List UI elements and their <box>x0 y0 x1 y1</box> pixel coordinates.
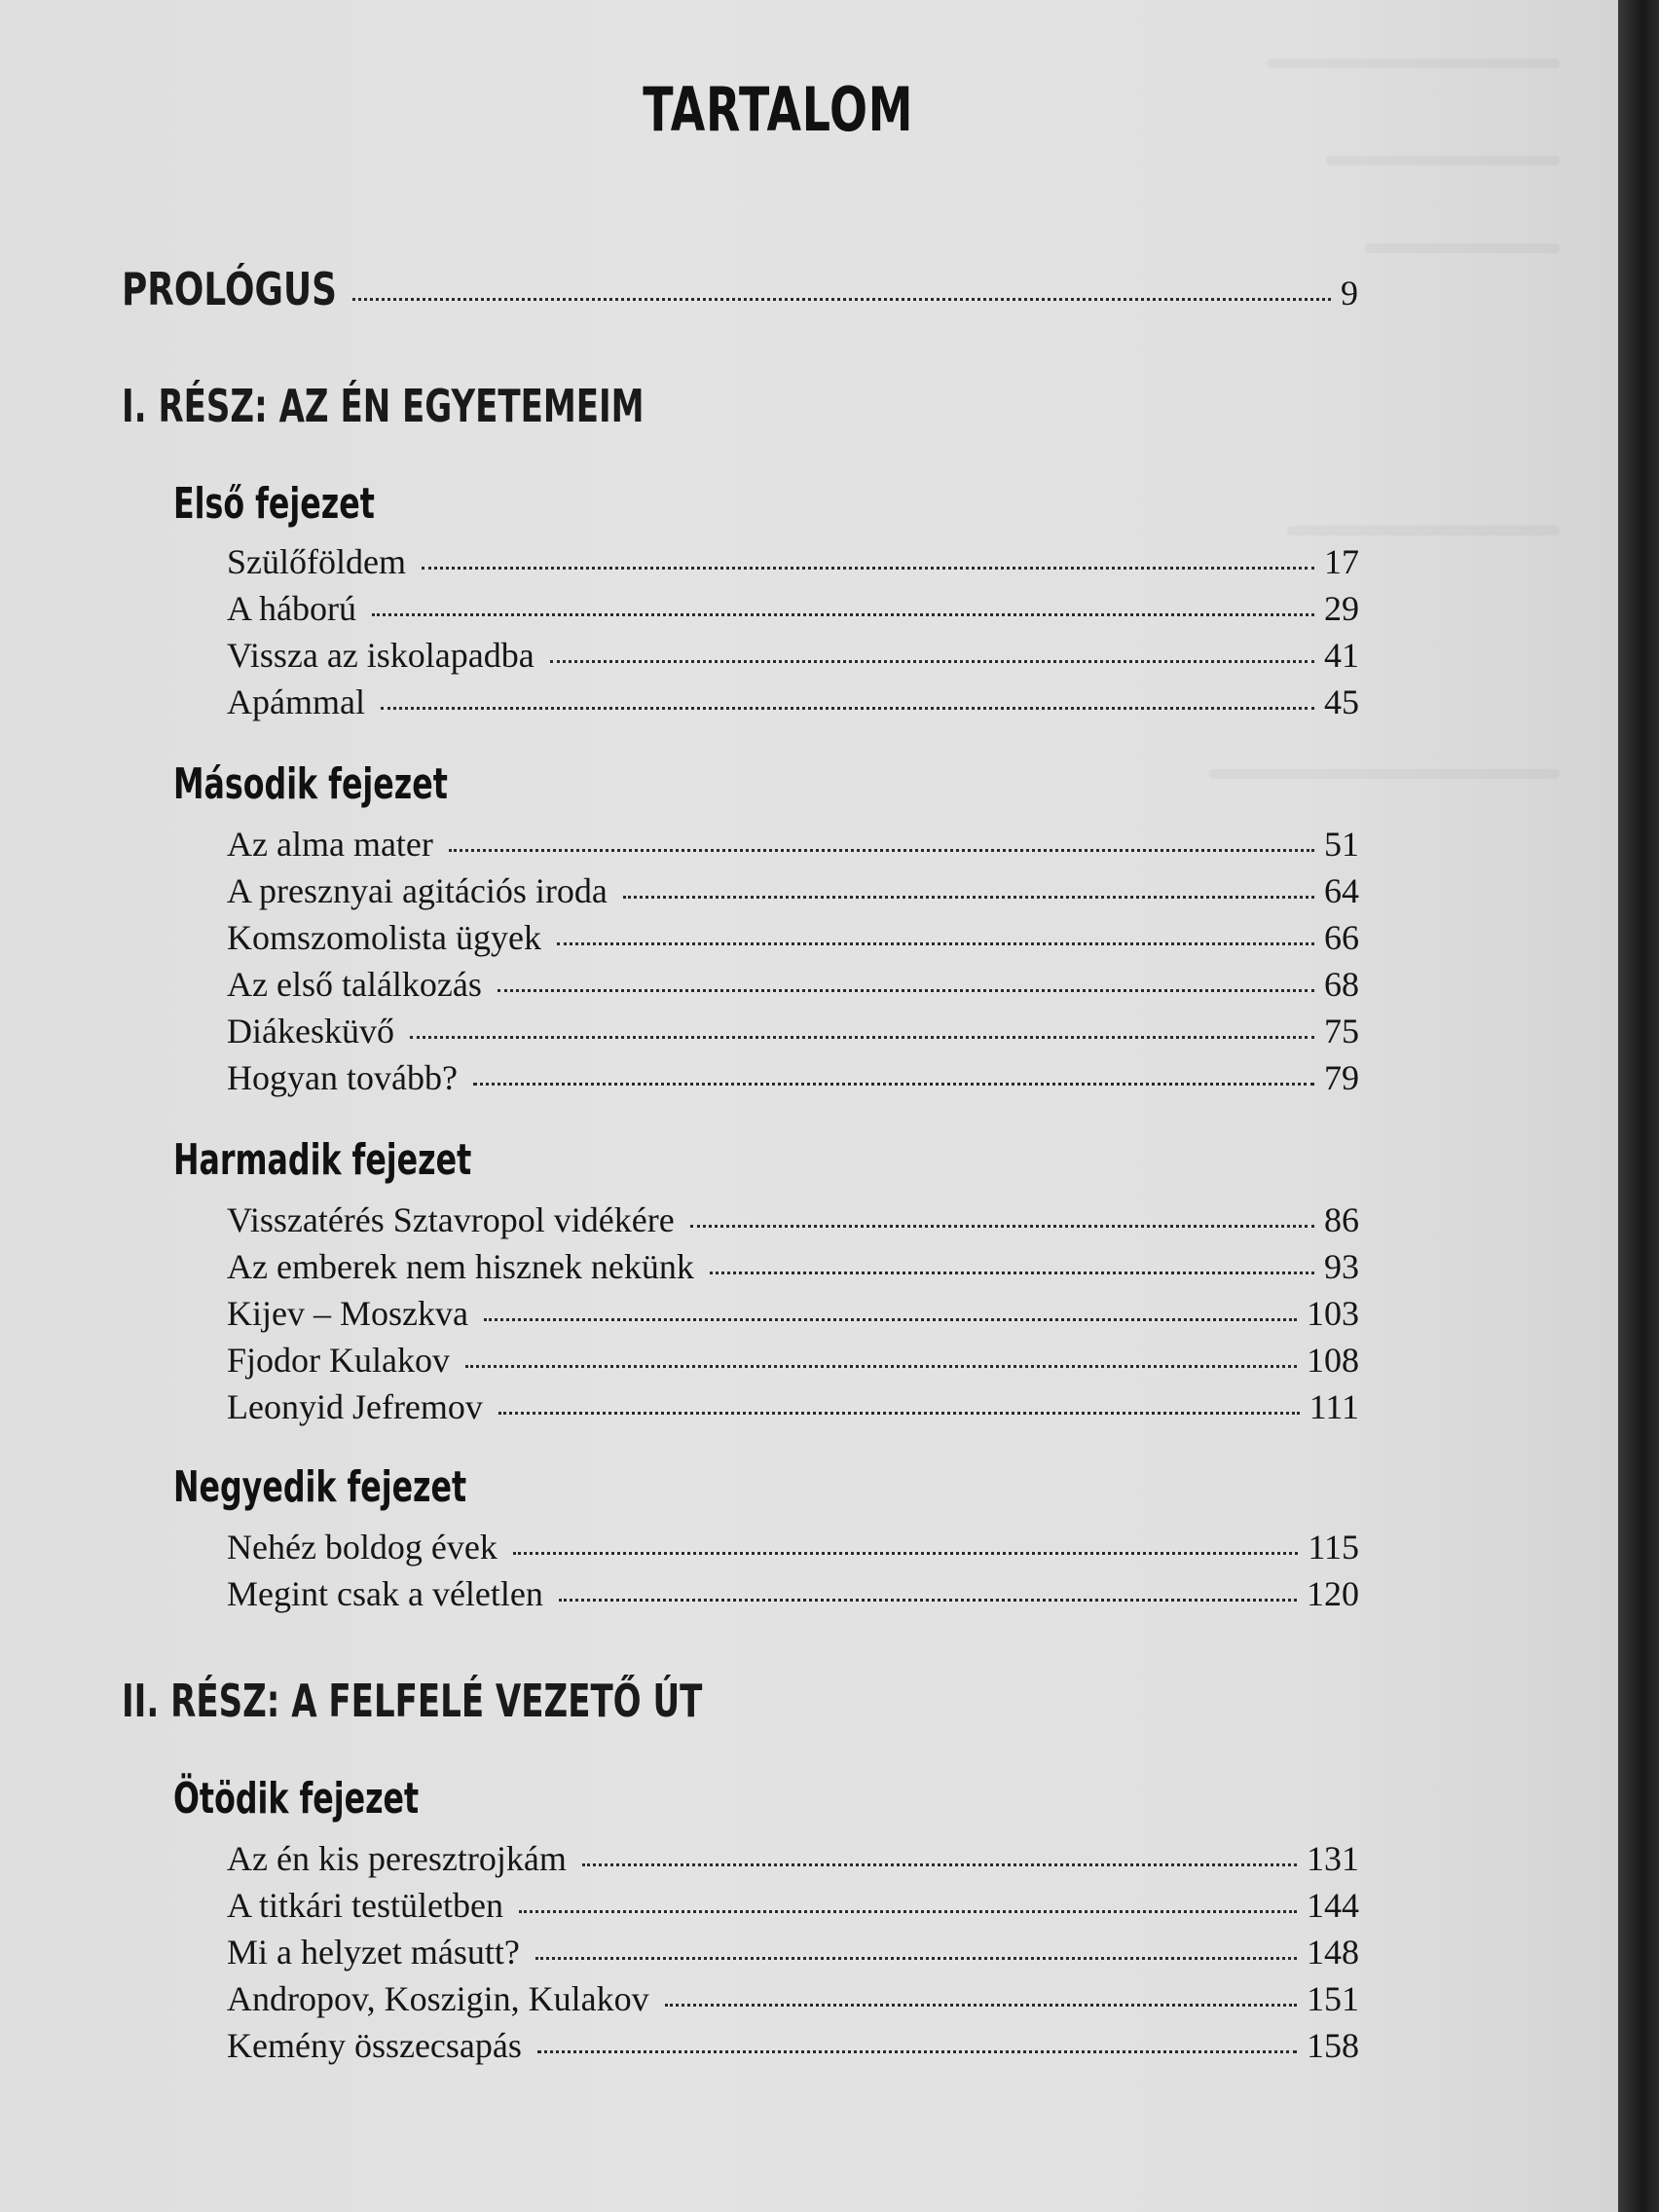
toc-entry <box>227 1057 1359 1104</box>
toc-entry <box>227 541 1359 588</box>
toc-entry-label: Az alma mater <box>227 825 433 864</box>
toc-entry <box>227 1838 1359 1885</box>
toc-entry-page: 158 <box>1307 2026 1359 2065</box>
toc-entry <box>227 1246 1359 1293</box>
toc-entry-page: 131 <box>1307 1839 1359 1878</box>
toc-entry-label: PROLÓGUS <box>122 263 337 315</box>
dot-leader <box>559 1599 1297 1602</box>
toc-entry-label: Szülőföldem <box>227 542 406 581</box>
toc-entry-page: 66 <box>1324 918 1359 957</box>
toc-entry-label: Komszomolista ügyek <box>227 918 541 957</box>
toc-entry <box>227 1978 1359 2025</box>
toc-entry-label: Az én kis peresztrojkám <box>227 1839 567 1878</box>
toc-entry-page: 120 <box>1307 1574 1359 1613</box>
toc-entry <box>227 917 1359 964</box>
dot-leader <box>422 567 1314 570</box>
dot-leader <box>484 1318 1297 1321</box>
dot-leader <box>513 1552 1298 1555</box>
page-title: TARTALOM <box>643 74 914 145</box>
dot-leader <box>690 1225 1314 1228</box>
dot-leader <box>550 660 1314 663</box>
part-title: I. RÉSZ: AZ ÉN EGYETEMEIM <box>122 380 645 432</box>
toc-entry-label: Hogyan tovább? <box>227 1058 458 1097</box>
toc-entry-page: 75 <box>1324 1012 1359 1051</box>
dot-leader <box>352 298 1331 301</box>
toc-entry-label: Megint csak a véletlen <box>227 1574 543 1613</box>
toc-entry <box>227 1293 1359 1340</box>
toc-entry-label: Nehéz boldog évek <box>227 1528 498 1567</box>
dot-leader <box>465 1365 1297 1368</box>
toc-entry-prologue <box>122 263 1358 315</box>
dot-leader <box>410 1036 1314 1039</box>
toc-entry-page: 144 <box>1307 1886 1359 1925</box>
toc-entry-label: Kijev – Moszkva <box>227 1294 468 1333</box>
toc-entry-label: Mi a helyzet másutt? <box>227 1933 520 1972</box>
toc-entry-page: 103 <box>1307 1294 1359 1333</box>
toc-entry <box>227 1932 1359 1978</box>
toc-entry-page: 79 <box>1324 1058 1359 1097</box>
toc-entry-page: 17 <box>1324 542 1359 581</box>
dot-leader <box>623 896 1314 899</box>
dot-leader <box>537 2050 1297 2053</box>
toc-entry <box>227 1573 1359 1620</box>
toc-entry <box>227 964 1359 1011</box>
dot-leader <box>498 1412 1300 1415</box>
toc-entry-page: 86 <box>1324 1200 1359 1239</box>
toc-entry-label: Leonyid Jefremov <box>227 1387 483 1426</box>
toc-entry <box>227 1199 1359 1246</box>
toc-entry-page: 151 <box>1307 1979 1359 2018</box>
toc-entry-page: 148 <box>1307 1933 1359 1972</box>
toc-entry-page: 64 <box>1324 871 1359 910</box>
toc-entry-label: Diákesküvő <box>227 1012 394 1051</box>
toc-entry <box>227 1885 1359 1932</box>
toc-entry-page: 108 <box>1307 1341 1359 1380</box>
dot-leader <box>498 989 1314 992</box>
dot-leader <box>372 613 1314 616</box>
chapter-title: Negyedik fejezet <box>173 1462 467 1512</box>
toc-entry <box>227 1527 1359 1573</box>
dot-leader <box>519 1910 1297 1913</box>
toc-entry-page: 51 <box>1324 825 1359 864</box>
bleed-through-text <box>1365 243 1560 253</box>
toc-entry-label: Kemény összecsapás <box>227 2026 522 2065</box>
toc-entry-page: 93 <box>1324 1247 1359 1286</box>
dot-leader <box>710 1272 1314 1274</box>
toc-entry-label: Apámmal <box>227 682 365 721</box>
dot-leader <box>449 849 1314 852</box>
toc-entry-page: 111 <box>1309 1387 1359 1426</box>
bleed-through-text <box>1287 526 1560 535</box>
chapter-title: Első fejezet <box>173 479 375 529</box>
part-title: II. RÉSZ: A FELFELÉ VEZETŐ ÚT <box>122 1675 703 1727</box>
toc-entry-page: 29 <box>1324 589 1359 628</box>
toc-entry-page: 45 <box>1324 682 1359 721</box>
toc-entry-page: 41 <box>1324 636 1359 675</box>
chapter-title: Harmadik fejezet <box>173 1135 472 1185</box>
toc-entry <box>227 870 1359 917</box>
bleed-through-text <box>1268 58 1560 68</box>
dot-leader <box>535 1957 1297 1960</box>
toc-entry-label: A háború <box>227 589 356 628</box>
chapter-title: Második fejezet <box>173 759 448 809</box>
toc-entry-page: 115 <box>1308 1528 1359 1567</box>
toc-entry-page: 68 <box>1324 965 1359 1004</box>
toc-entry-page: 9 <box>1341 274 1358 313</box>
toc-entry-label: Visszatérés Sztavropol vidékére <box>227 1200 675 1239</box>
chapter-title: Ötödik fejezet <box>173 1774 420 1824</box>
toc-entry-label: Vissza az iskolapadba <box>227 636 535 675</box>
toc-entry <box>227 1386 1359 1433</box>
toc-entry <box>227 635 1359 682</box>
toc-entry-label: Az emberek nem hisznek nekünk <box>227 1247 694 1286</box>
toc-entry <box>227 1340 1359 1386</box>
toc-entry <box>227 682 1359 728</box>
dot-leader <box>381 707 1314 710</box>
toc-entry-label: Andropov, Koszigin, Kulakov <box>227 1979 649 2018</box>
toc-entry <box>227 824 1359 870</box>
toc-entry <box>227 2025 1359 2072</box>
page-edge-shadow <box>1618 0 1659 2212</box>
bleed-through-text <box>1209 769 1560 779</box>
toc-entry-label: A presznyai agitációs iroda <box>227 871 608 910</box>
toc-entry-label: Az első találkozás <box>227 965 482 1004</box>
dot-leader <box>665 2004 1297 2007</box>
toc-entry <box>227 588 1359 635</box>
dot-leader <box>582 1863 1297 1866</box>
toc-entry <box>227 1011 1359 1057</box>
toc-entry-label: Fjodor Kulakov <box>227 1341 450 1380</box>
bleed-through-text <box>1326 156 1560 166</box>
toc-entry-label: A titkári testületben <box>227 1886 503 1925</box>
dot-leader <box>557 942 1314 945</box>
dot-leader <box>473 1083 1314 1086</box>
